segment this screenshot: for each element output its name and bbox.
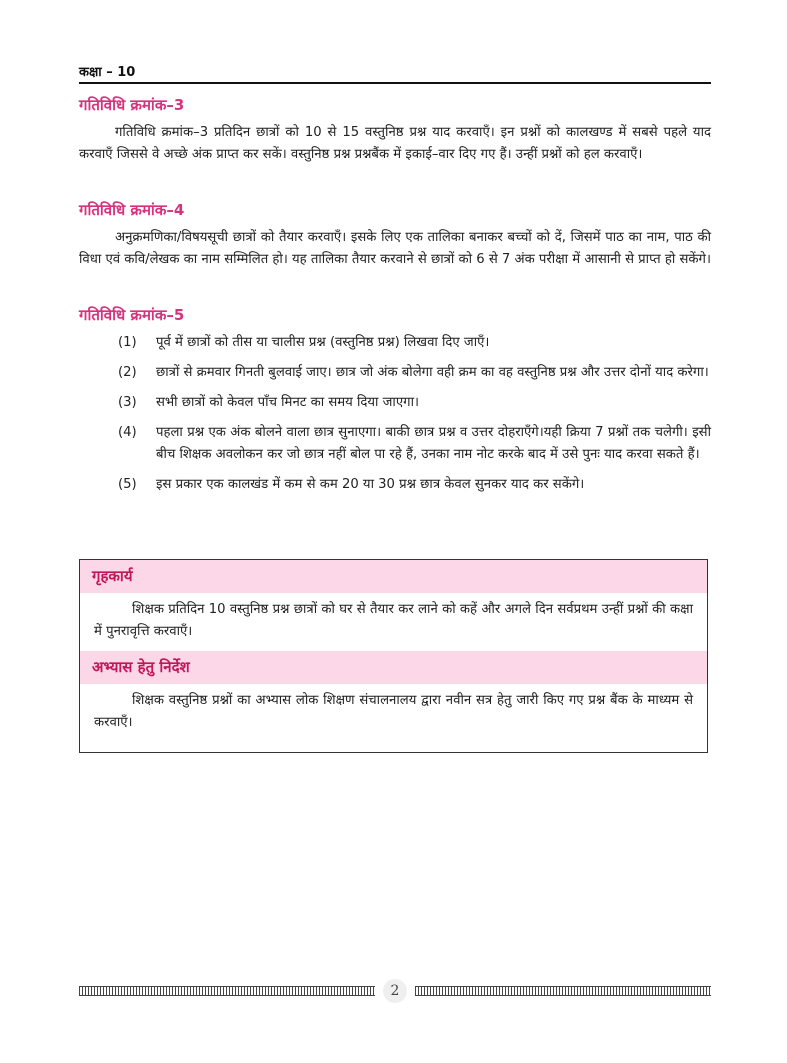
list-item [118,392,711,414]
activity5-heading: गतिविधि क्रमांक–5 [79,306,185,324]
activity3-text: गतिविधि क्रमांक–3 प्रतिदिन छात्रों को 10 से 15 वस्तुनिष्ठ प्रश्न याद करवाएँ। इन प्रश्नों को कालखण्ड में सबसे पहले याद करवाएँ जिससे वे अच्छे अंक प्राप्त कर सकें। वस्तुनिष्ठ प्रश्न प्रश्नबैंक में इकाई–वार दिए गए हैं। उन्हीं प्रश्नों को हल करवाएँ। [79,125,711,162]
list-item-number: (4) [118,425,137,440]
footer-border-left [79,986,375,996]
list-item-number: (5) [118,477,137,492]
homework-text: शिक्षक प्रतिदिन 10 वस्तुनिष्ठ प्रश्न छात्रों को घर से तैयार कर लाने को कहें और अगले दिन सर्वप्रथम उन्हीं प्रश्नों की कक्षा में पुनरावृत्ति करवाएँ। [94,602,693,639]
list-item-text: पहला प्रश्न एक अंक बोलने वाला छात्र सुनाएगा। बाकी छात्र प्रश्न व उत्तर दोहराएँगे।यही क्रिया 7 प्रश्नों तक चलेगी। इसी बीच शिक्षक अवलोकन कर जो छात्र नहीं बोल पा रहे हैं, उनका नाम नोट करके बाद में उसे पुनः याद करवा सकते हैं। [156,425,711,462]
homework-box [79,559,708,753]
list-item-text: इस प्रकार एक कालखंड में कम से कम 20 या 30 प्रश्न छात्र केवल सुनकर याद कर सकेंगे। [156,477,585,492]
list-item-text: सभी छात्रों को केवल पाँच मिनट का समय दिया जाएगा। [156,395,419,410]
list-item-number: (1) [118,335,137,350]
page-header [79,58,711,84]
list-item [118,362,711,384]
list-item-number: (2) [118,365,137,380]
list-item [118,474,711,496]
page-footer [79,983,711,999]
footer-border-right [415,986,711,996]
practice-text: शिक्षक वस्तुनिष्ठ प्रश्नों का अभ्यास लोक शिक्षण संचालनालय द्वारा नवीन सत्र हेतु जारी किए गए प्रश्न बैंक के माध्यम से करवाएँ। [94,693,693,730]
page-number: 2 [383,979,407,1003]
activity5-list [118,332,711,504]
list-item-text: पूर्व में छात्रों को तीस या चालीस प्रश्न (वस्तुनिष्ठ प्रश्न) लिखवा दिए जाएँ। [156,335,490,350]
list-item-text: छात्रों से क्रमवार गिनती बुलवाई जाए। छात्र जो अंक बोलेगा वही क्रम का वह वस्तुनिष्ठ प्रश्न और उत्तर दोनों याद करेगा। [156,365,709,380]
practice-heading: अभ्यास हेतु निर्देश [80,651,707,684]
list-item [118,332,711,354]
list-item [118,422,711,466]
class-label: कक्षा – 10 [79,65,136,80]
list-item-number: (3) [118,395,137,410]
activity3-heading: गतिविधि क्रमांक–3 [79,96,185,114]
activity4-heading: गतिविधि क्रमांक–4 [79,201,185,219]
activity4-text: अनुक्रमणिका/विषयसूची छात्रों को तैयार करवाएँ। इसके लिए एक तालिका बनाकर बच्चों को दें, जिसमें पाठ का नाम, पाठ की विधा एवं कवि/लेखक का नाम सम्मिलित हो। यह तालिका तैयार करवाने से छात्रों को 6 से 7 अंक परीक्षा में आसानी से प्राप्त हो सकेंगे। [79,230,711,267]
homework-heading: गृहकार्य [80,560,707,593]
